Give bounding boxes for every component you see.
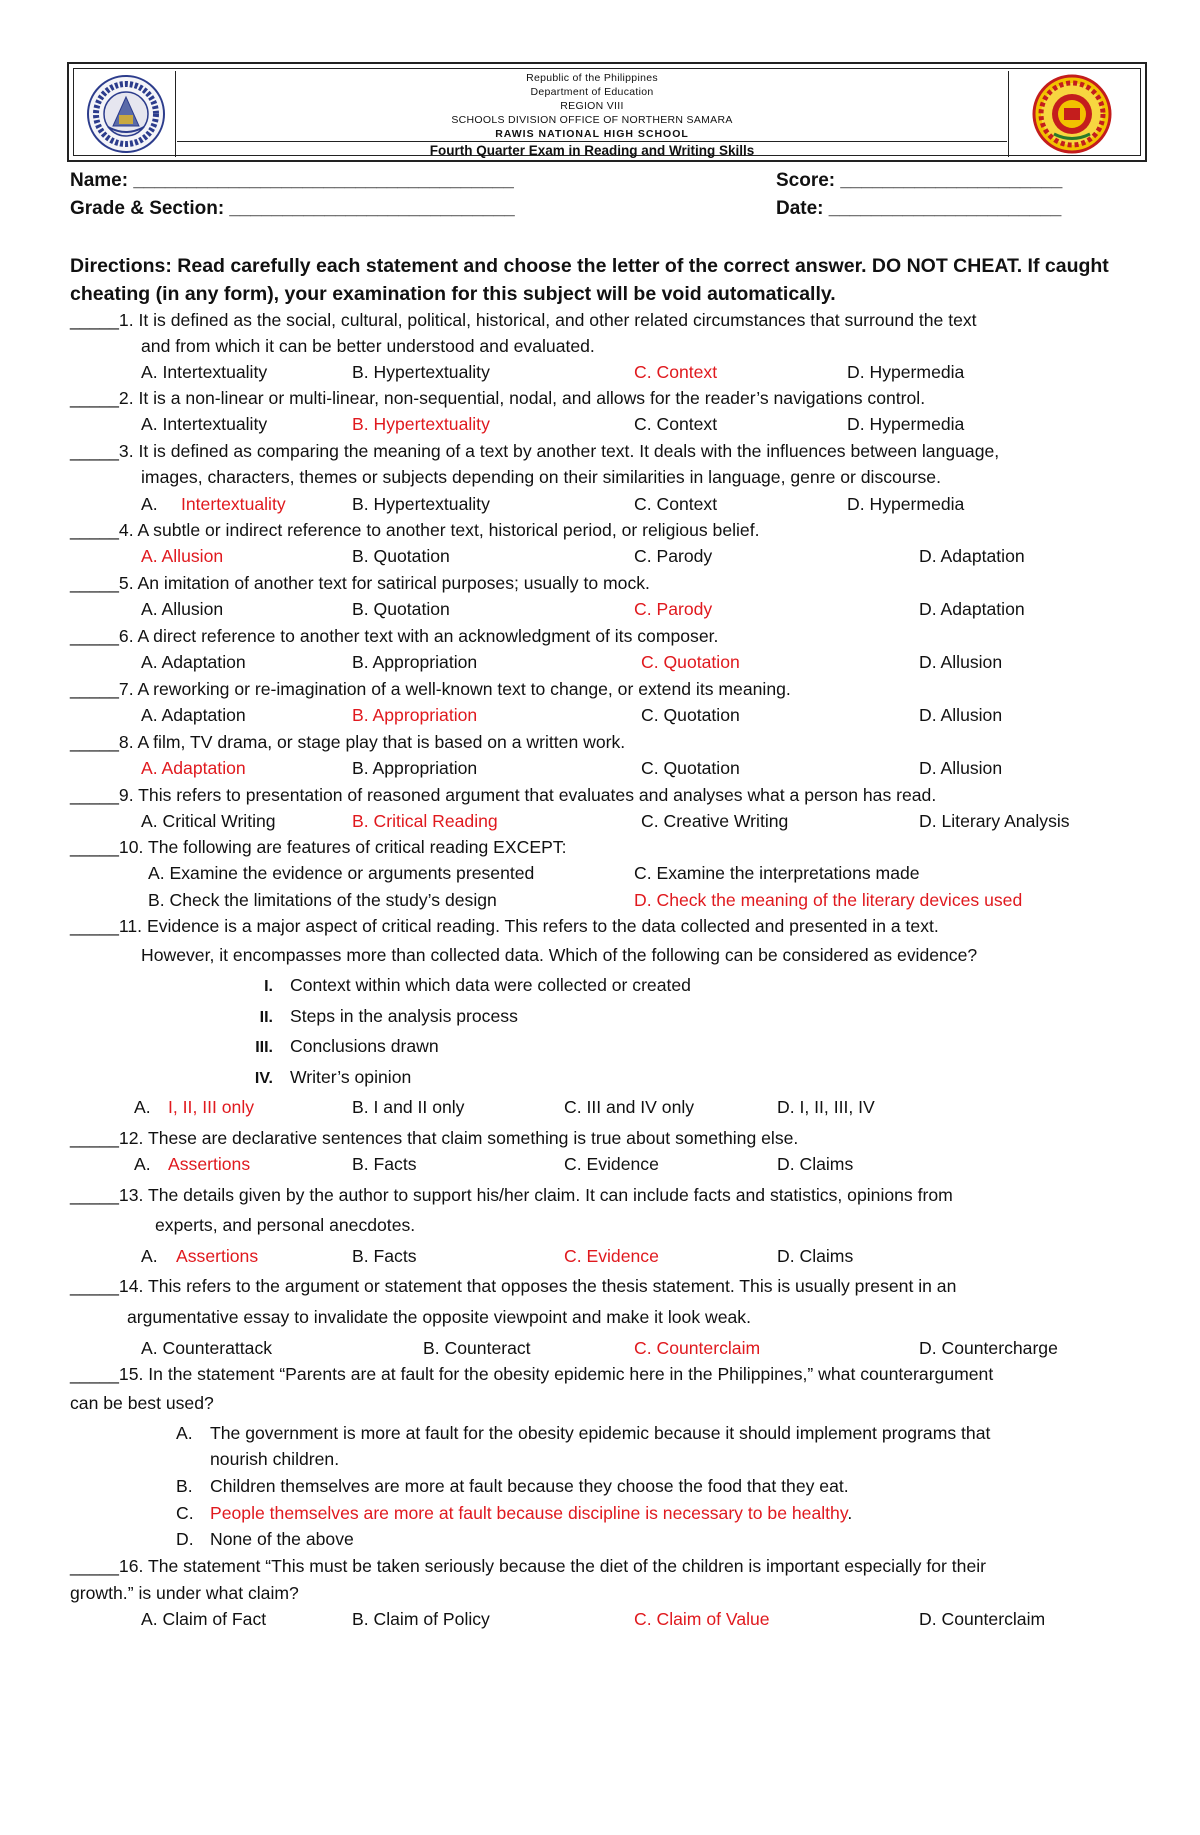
q13-option-d: D. Claims — [777, 1246, 854, 1266]
school-name: RAWIS NATIONAL HIGH SCHOOL — [495, 128, 689, 140]
q7-option-a: A. Adaptation — [141, 705, 246, 725]
header-text — [177, 69, 1007, 141]
question-13: _____13. The details given by the author to support his/her claim. It can include facts and statistics, opinions from — [70, 1185, 953, 1205]
q15-option-c-answer: People themselves are more at fault because discipline is necessary to be healthy. — [210, 1503, 853, 1523]
question-14: _____14. This refers to the argument or statement that opposes the thesis statement. This is usually present in an — [70, 1276, 957, 1296]
division-line: SCHOOLS DIVISION OFFICE OF NORTHERN SAMARA — [451, 114, 733, 126]
q5-option-d: D. Adaptation — [919, 599, 1025, 619]
q8-option-a-answer: A. Adaptation — [141, 758, 246, 778]
q16-option-b: B. Claim of Policy — [352, 1609, 490, 1629]
q14-option-c-answer: C. Counterclaim — [634, 1338, 761, 1358]
q3-option-a-letter: A. — [141, 494, 158, 514]
q3-option-b: B. Hypertextuality — [352, 494, 490, 514]
q6-option-d: D. Allusion — [919, 652, 1003, 672]
name-field[interactable]: Name: ____________________________________ — [70, 170, 514, 191]
q16-option-d: D. Counterclaim — [919, 1609, 1046, 1629]
q4-option-c: C. Parody — [634, 546, 713, 566]
q12-option-d: D. Claims — [777, 1154, 854, 1174]
exam-title: Fourth Quarter Exam in Reading and Writing Skills — [177, 141, 1007, 161]
q12-option-c: C. Evidence — [564, 1154, 659, 1174]
q15-option-d-letter: D. — [176, 1529, 194, 1549]
q2-option-d: D. Hypermedia — [847, 414, 965, 434]
question-12: _____12. These are declarative sentences that claim something is true about something else. — [70, 1128, 799, 1148]
q7-option-c: C. Quotation — [641, 705, 740, 725]
q5-option-c-answer: C. Parody — [634, 599, 713, 619]
question-3-cont: images, characters, themes or subjects depending on their similarities in language, genre or discourse. — [141, 467, 941, 487]
q12-option-a-letter: A. — [134, 1154, 151, 1174]
q11-item-4: IV. Writer’s opinion — [254, 1067, 412, 1087]
q11-option-c: C. III and IV only — [564, 1097, 695, 1117]
q13-option-a-letter: A. — [141, 1246, 158, 1266]
q15-option-c-letter: C. — [176, 1503, 194, 1523]
q6-option-a: A. Adaptation — [141, 652, 246, 672]
q11-option-d: D. I, II, III, IV — [777, 1097, 875, 1117]
q11-item-1: I. Context within which data were collected or created — [264, 975, 691, 995]
q15-option-b: Children themselves are more at fault because they choose the food that they eat. — [210, 1476, 849, 1496]
q13-option-a-answer: Assertions — [176, 1246, 259, 1266]
q15-option-d: None of the above — [210, 1529, 354, 1549]
q11-item-3: III. Conclusions drawn — [255, 1036, 439, 1056]
q1-option-c-answer: C. Context — [634, 362, 718, 382]
q14-option-a: A. Counterattack — [141, 1338, 273, 1358]
question-16-cont: growth.” is under what claim? — [70, 1583, 299, 1603]
question-1: _____1. It is defined as the social, cultural, political, historical, and other related circumstances that surround the text — [70, 310, 977, 330]
q14-option-d: D. Countercharge — [919, 1338, 1058, 1358]
q1-option-b: B. Hypertextuality — [352, 362, 490, 382]
q11-option-a-answer: I, II, III only — [168, 1097, 255, 1117]
deped-seal-icon — [78, 71, 176, 157]
question-14-cont: argumentative essay to invalidate the opposite viewpoint and make it look weak. — [127, 1307, 751, 1327]
question-16: _____16. The statement “This must be taken seriously because the diet of the children is important especially for their — [70, 1556, 987, 1576]
date-field[interactable]: Date: ______________________ — [776, 198, 1062, 219]
q15-option-a-letter: A. — [176, 1423, 193, 1443]
q15-option-a: The government is more at fault for the obesity epidemic because it should implement programs that — [210, 1423, 991, 1443]
q16-option-a: A. Claim of Fact — [141, 1609, 267, 1629]
q2-option-c: C. Context — [634, 414, 718, 434]
q4-option-b: B. Quotation — [352, 546, 450, 566]
q6-option-c-answer: C. Quotation — [641, 652, 740, 672]
q13-option-b: B. Facts — [352, 1246, 417, 1266]
q12-option-a-answer: Assertions — [168, 1154, 251, 1174]
question-1-cont: and from which it can be better understood and evaluated. — [141, 336, 595, 356]
question-6: _____6. A direct reference to another text with an acknowledgment of its composer. — [70, 626, 719, 646]
question-4: _____4. A subtle or indirect reference to another text, historical period, or religious belief. — [70, 520, 760, 540]
q5-option-b: B. Quotation — [352, 599, 450, 619]
q4-option-a-answer: A. Allusion — [141, 546, 224, 566]
grade-section-field[interactable]: Grade & Section: ___________________________ — [70, 198, 515, 219]
question-10: _____10. The following are features of critical reading EXCEPT: — [70, 837, 567, 857]
directions: Directions: Read carefully each statement and choose the letter of the correct answer. DO NOT CHEAT. If caught cheating (in any form), your examination for this subject will be void automatically. — [70, 255, 1109, 305]
republic-line: Republic of the Philippines — [526, 72, 658, 84]
q10-option-d-answer: D. Check the meaning of the literary devices used — [634, 890, 1023, 910]
q12-option-b: B. Facts — [352, 1154, 417, 1174]
q2-option-a: A. Intertextuality — [141, 414, 268, 434]
question-8: _____8. A film, TV drama, or stage play that is based on a written work. — [70, 732, 626, 752]
question-7: _____7. A reworking or re-imagination of a well-known text to change, or extend its meaning. — [70, 679, 791, 699]
header-inner-border — [73, 68, 1141, 156]
q11-item-2: II. Steps in the analysis process — [259, 1006, 518, 1026]
q7-option-b-answer: B. Appropriation — [352, 705, 478, 725]
q11-option-b: B. I and II only — [352, 1097, 465, 1117]
q13-option-c-answer: C. Evidence — [564, 1246, 659, 1266]
q9-option-d: D. Literary Analysis — [919, 811, 1070, 831]
q3-option-c: C. Context — [634, 494, 718, 514]
q10-option-c: C. Examine the interpretations made — [634, 863, 920, 883]
q1-option-d: D. Hypermedia — [847, 362, 965, 382]
q6-option-b: B. Appropriation — [352, 652, 478, 672]
question-5: _____5. An imitation of another text for satirical purposes; usually to mock. — [70, 573, 650, 593]
q8-option-c: C. Quotation — [641, 758, 740, 778]
q15-option-b-letter: B. — [176, 1476, 193, 1496]
question-15-cont: can be best used? — [70, 1393, 214, 1413]
q9-option-a: A. Critical Writing — [141, 811, 276, 831]
score-field[interactable]: Score: _____________________ — [776, 170, 1063, 191]
q14-option-b: B. Counteract — [423, 1338, 531, 1358]
q2-option-b-answer: B. Hypertextuality — [352, 414, 490, 434]
q3-option-a-answer: Intertextuality — [181, 494, 286, 514]
region-line: REGION VIII — [560, 100, 624, 112]
question-9: _____9. This refers to presentation of reasoned argument that evaluates and analyses what a person has read. — [70, 785, 937, 805]
exam-header — [67, 62, 1147, 162]
question-3: _____3. It is defined as comparing the meaning of a text by another text. It deals with the influences between language, — [70, 441, 1000, 461]
q11-option-a-letter: A. — [134, 1097, 151, 1117]
q1-option-a: A. Intertextuality — [141, 362, 268, 382]
q10-option-b: B. Check the limitations of the study’s design — [148, 890, 497, 910]
q5-option-a: A. Allusion — [141, 599, 224, 619]
q9-option-c: C. Creative Writing — [641, 811, 789, 831]
q4-option-d: D. Adaptation — [919, 546, 1025, 566]
q15-option-a-cont: nourish children. — [210, 1449, 340, 1469]
school-seal-icon — [1008, 71, 1136, 157]
q16-option-c-answer: C. Claim of Value — [634, 1609, 770, 1629]
q10-option-a: A. Examine the evidence or arguments presented — [148, 863, 535, 883]
question-13-cont: experts, and personal anecdotes. — [155, 1215, 416, 1235]
q8-option-b: B. Appropriation — [352, 758, 478, 778]
question-15: _____15. In the statement “Parents are at fault for the obesity epidemic here in the Philippines,” what counterargument — [70, 1364, 994, 1384]
question-11-cont: However, it encompasses more than collected data. Which of the following can be considered as evidence? — [141, 945, 978, 965]
q7-option-d: D. Allusion — [919, 705, 1003, 725]
question-11: _____11. Evidence is a major aspect of critical reading. This refers to the data collected and presented in a text. — [70, 916, 939, 936]
department-line: Department of Education — [530, 86, 654, 98]
q3-option-d: D. Hypermedia — [847, 494, 965, 514]
question-2: _____2. It is a non-linear or multi-linear, non-sequential, nodal, and allows for the reader’s navigations control. — [70, 388, 926, 408]
q8-option-d: D. Allusion — [919, 758, 1003, 778]
q9-option-b-answer: B. Critical Reading — [352, 811, 498, 831]
